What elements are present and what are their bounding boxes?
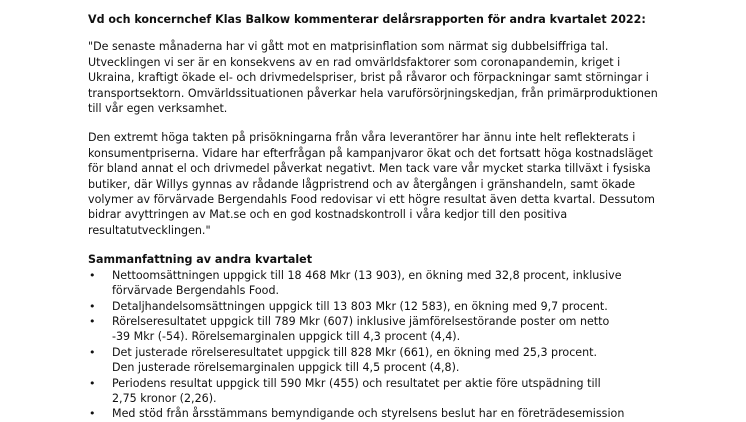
paragraph-line: butiker, där Willys gynnas av rådande lågpristrend och av återgången i gränshandeln, samt ökade (88, 177, 636, 191)
bullet-icon: • (89, 314, 96, 328)
list-item (88, 268, 678, 299)
paragraph-line: för bland annat el och drivmedel påverkat negativt. Men tack vare vår mycket starka tillväxt i fysiska (88, 162, 651, 176)
list-item (88, 345, 678, 376)
summary-list (88, 268, 678, 422)
paragraph-line: volymer av förvärvade Bergendahls Food redovisar vi ett högre resultat även detta kvartal. Dessutom (88, 193, 655, 207)
bullet-line: förvärvade Bergendahls Food. (112, 284, 280, 298)
paragraph-line: "De senaste månaderna har vi gått mot en matprisinflation som närmat sig dubbelsiffriga tal. (88, 40, 609, 54)
paragraph-line: konsumentpriserna. Vidare har efterfrågan på kampanjvaror ökat och det fortsatt höga kostnadsläget (88, 146, 653, 160)
bullet-line: Nettoomsättningen uppgick till 18 468 Mkr (13 903), en ökning med 32,8 procent, inklusive (112, 268, 622, 282)
paragraph-line: bidrar avyttringen av Mat.se och en god kostnadskontroll i våra kedjor till den positiva (88, 208, 568, 222)
bullet-icon: • (89, 268, 96, 282)
list-item (88, 314, 678, 345)
bullet-line: Med stöd från årsstämmans bemyndigande och styrelsens beslut har en företrädesemission (112, 407, 625, 421)
bullet-line: 2,75 kronor (2,26). (112, 391, 217, 405)
bullet-line: Rörelseresultatet uppgick till 789 Mkr (607) inklusive jämförelsestörande poster om netto (112, 314, 610, 328)
bullet-icon: • (89, 407, 96, 421)
document-page (88, 12, 678, 422)
bullet-icon: • (89, 299, 96, 313)
bullet-line: Det justerade rörelseresultatet uppgick till 828 Mkr (661), en ökning med 25,3 procent. (112, 345, 598, 359)
paragraph-line: transportsektorn. Omvärldssituationen påverkar hela varuförsörjningskedjan, från primärproduktionen (88, 86, 658, 100)
paragraph-line: till vår egen verksamhet. (88, 102, 228, 116)
bullet-line: -39 Mkr (-54). Rörelsemarginalen uppgick till 4,3 procent (4,4). (112, 330, 461, 344)
bullet-line: Detaljhandelsomsättningen uppgick till 13 803 Mkr (12 583), en ökning med 9,7 procent. (112, 299, 608, 313)
list-item (88, 299, 678, 314)
document-heading: Vd och koncernchef Klas Balkow kommenterar delårsrapporten för andra kvartalet 2022: (88, 13, 646, 26)
paragraph-line: Utvecklingen vi ser är en konsekvens av en rad omvärldsfaktorer som coronapandemin, kriget i (88, 55, 621, 69)
list-item (88, 406, 678, 421)
bullet-icon: • (89, 345, 96, 359)
paragraph-line: Den extremt höga takten på prisökningarna från våra leverantörer har ännu inte helt reflekterats i (88, 131, 636, 145)
bullet-icon: • (89, 376, 96, 390)
paragraph-line: Ukraina, kraftigt ökade el- och drivmedelspriser, brist på råvaror och förpackningar samt störningar i (88, 71, 649, 85)
list-item (88, 376, 678, 407)
bullet-line: Den justerade rörelsemarginalen uppgick till 4,5 procent (4,8). (112, 361, 460, 375)
bullet-line: Periodens resultat uppgick till 590 Mkr (455) och resultatet per aktie före utspädning till (112, 376, 601, 390)
quote-paragraph-2 (88, 130, 678, 238)
paragraph-line: resultatutvecklingen." (88, 223, 211, 237)
quote-paragraph-1 (88, 39, 678, 116)
summary-title: Sammanfattning av andra kvartalet (88, 253, 313, 267)
